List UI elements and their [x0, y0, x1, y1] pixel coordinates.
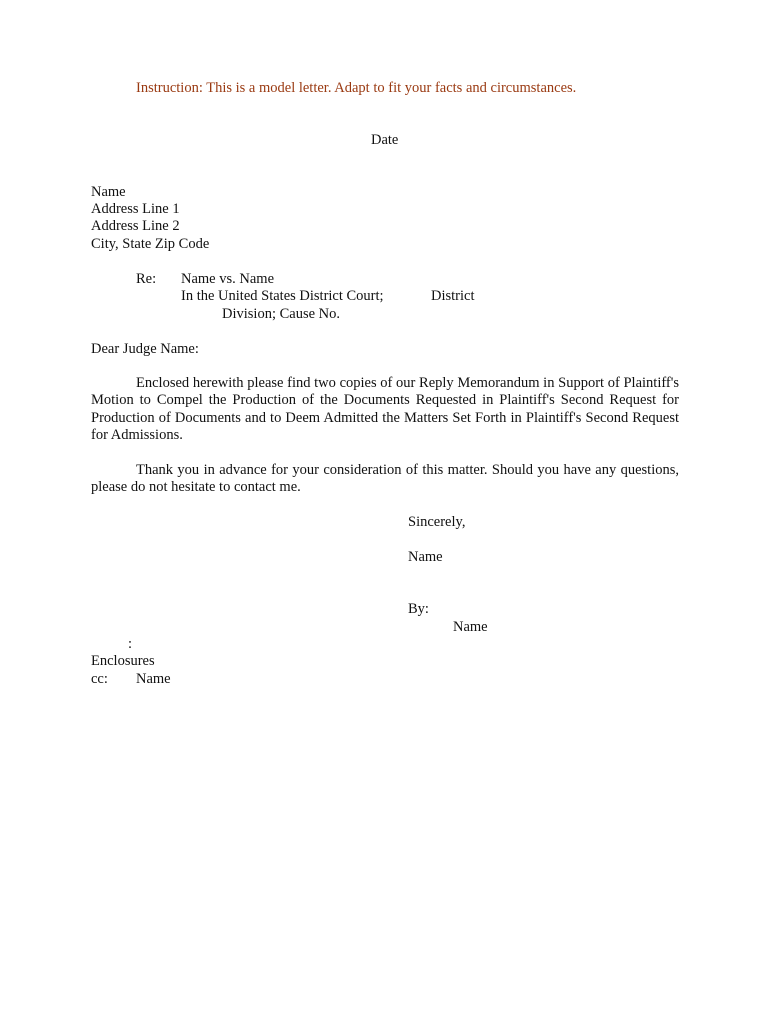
re-label: Re: — [136, 271, 157, 287]
closing-by-label: By: — [408, 601, 429, 617]
body-paragraph-1: Enclosed herewith please find two copies of our Reply Memorandum in Support of Plaintiff's Motion to Compel the Production of the Documents Requested in Plaintiff's Second Request for Production of Documents and to Deem Admitted the Matters Set Forth in Plaintiff's Second Request for Admissions. — [91, 375, 679, 444]
body-paragraph-2: Thank you in advance for your consideration of this matter. Should you have any questions, please do not hesitate to contact me. — [91, 462, 679, 496]
footer-enclosures: Enclosures — [91, 653, 155, 669]
footer-cc-label: cc: — [91, 671, 108, 687]
recipient-name: Name — [91, 184, 126, 200]
instruction-text: Instruction: This is a model letter. Adapt to fit your facts and circumstances. — [136, 80, 577, 96]
closing-sincerely: Sincerely, — [408, 514, 466, 530]
recipient-address-line-1: Address Line 1 — [91, 201, 180, 217]
re-court: In the United States District Court; — [181, 288, 384, 304]
recipient-city-state-zip: City, State Zip Code — [91, 236, 210, 252]
re-case-name: Name vs. Name — [181, 271, 275, 287]
footer-initials: : — [128, 636, 133, 652]
closing-signer-name: Name — [453, 619, 488, 635]
footer-cc-name: Name — [136, 671, 171, 687]
recipient-address-line-2: Address Line 2 — [91, 218, 180, 234]
letter-date: Date — [371, 132, 399, 148]
closing-firm-name: Name — [408, 549, 443, 565]
salutation: Dear Judge Name: — [91, 341, 199, 357]
re-division-cause: Division; Cause No. — [222, 306, 341, 322]
re-district: District — [431, 288, 475, 304]
